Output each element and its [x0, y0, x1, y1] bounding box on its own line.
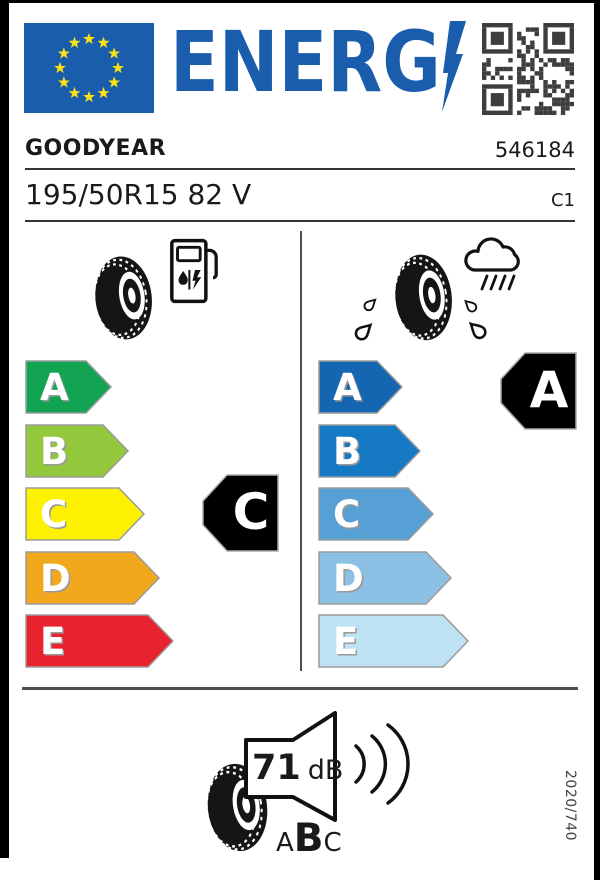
grade-letter: E [40, 620, 66, 663]
border-left [0, 0, 9, 858]
divider-line [25, 220, 575, 222]
tyre-designation: 195/50R15 82 V [25, 178, 252, 211]
wet-grade-bar-a [318, 360, 403, 414]
wet-rating-letter: A [529, 361, 569, 419]
fuel-grade-bar-a [25, 360, 112, 414]
noise-class-a: A [276, 828, 294, 858]
wet-grade-bar-d [318, 551, 452, 605]
fuel-pump-icon [169, 238, 219, 304]
fuel-grade-bar-d [25, 551, 160, 605]
eu-flag [24, 23, 154, 113]
grade-letter: B [333, 430, 362, 473]
brand-name: GOODYEAR [25, 136, 167, 161]
noise-level [252, 748, 343, 788]
regulation-number: 2020/740 [562, 770, 578, 842]
water-splash-icon [358, 298, 488, 350]
article-number: 546184 [494, 138, 575, 162]
fuel-grade-bar-c [25, 487, 145, 541]
section-divider-line [22, 687, 578, 690]
grade-letter: A [333, 366, 362, 409]
noise-class-c: C [323, 828, 342, 858]
noise-unit: dB [307, 755, 344, 786]
sound-waves-icon [348, 716, 404, 812]
qr-code [482, 23, 574, 115]
fuel-grade-bar-e [25, 614, 174, 668]
fuel-rating-indicator [202, 474, 280, 553]
grade-letter: E [333, 620, 359, 663]
divider-line [25, 168, 575, 170]
fuel-grade-bar-b [25, 424, 129, 478]
tyre-icon [86, 250, 164, 345]
wet-grade-bar-e [318, 614, 469, 668]
border-top [0, 0, 600, 3]
grade-letter: D [40, 557, 71, 600]
lightning-bolt-icon [442, 21, 466, 112]
wet-grade-bar-c [318, 487, 434, 541]
noise-class-b: B [293, 816, 324, 861]
energ-wordmark: ENERG [170, 13, 441, 111]
border-right [594, 0, 600, 880]
noise-class-scale [276, 816, 342, 861]
rain-cloud-icon [460, 234, 528, 298]
noise-value: 71 [252, 748, 301, 788]
grade-letter: C [40, 493, 68, 536]
grade-letter: C [333, 493, 361, 536]
grade-letter: A [40, 366, 69, 409]
grade-letter: B [40, 430, 69, 473]
fuel-rating-letter: C [232, 483, 270, 541]
wet-rating-indicator [500, 352, 578, 431]
column-divider [300, 231, 302, 671]
tyre-size-class: C1 [550, 190, 575, 211]
grade-letter: D [333, 557, 364, 600]
wet-grade-bar-b [318, 424, 421, 478]
